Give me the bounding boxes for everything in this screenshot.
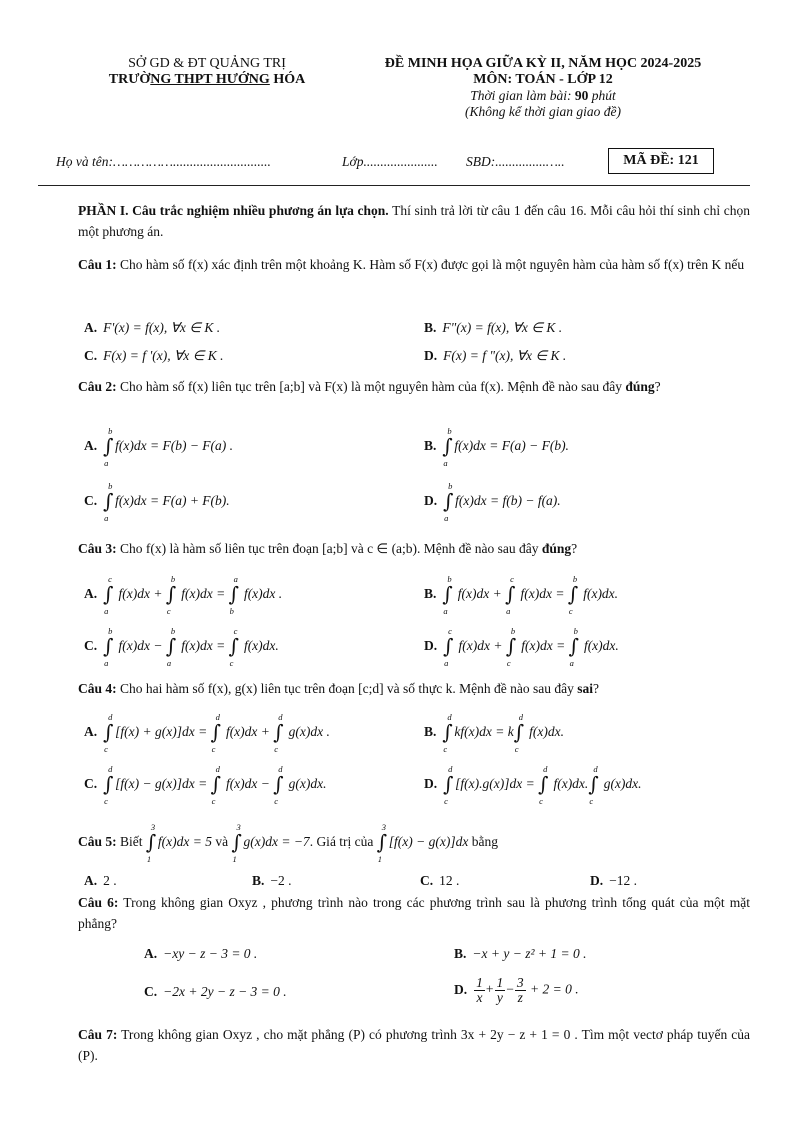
q1-option-d: D. F(x) = f "(x), ∀x ∈ K . xyxy=(424,348,567,363)
q4-option-d: D. ∫ d c [f(x).g(x)]dx = ∫ d c f(x)dx. ∫ d c g(x)dx. xyxy=(424,764,642,806)
integral-sign: ∫ c a xyxy=(505,574,516,616)
exam-header xyxy=(358,56,728,120)
question-4: Câu 4: Cho hai hàm số f(x), g(x) liên tục trên đoạn [c;d] và số thực k. Mệnh đề nào sau đây sai? xyxy=(78,681,599,696)
question-2: Câu 2: Cho hàm số f(x) liên tục trên [a;b] và F(x) là một nguyên hàm của f(x). Mệnh đề nào sau đây đúng? xyxy=(78,379,661,394)
q5-option-d: D. −12 . xyxy=(590,873,637,888)
school-header xyxy=(72,56,342,88)
integral-sign: ∫ 3 1 xyxy=(376,822,388,864)
question-5: Câu 5: Biết ∫ 3 1 f(x)dx = 5 và ∫ 3 1 g(x)dx = −7. Giá trị của ∫ 3 1 [f(x) − g(x)]dx bằng xyxy=(78,822,498,864)
integral-sign: ∫ d c xyxy=(103,712,114,754)
integral-sign: ∫ b a xyxy=(443,481,454,523)
q6-option-c: C. −2x + 2y − z − 3 = 0 . xyxy=(144,984,287,999)
integral-sign: ∫ d c xyxy=(210,764,221,806)
integral-sign: ∫ d c xyxy=(538,764,549,806)
fraction: $\frac{1}{y}$ xyxy=(496,975,504,1005)
fraction: $\frac{3}{z}$ xyxy=(516,975,524,1005)
integral-sign: ∫ b a xyxy=(103,626,114,668)
integral-sign: ∫ a b xyxy=(228,574,239,616)
department-name: SỞ GD & ĐT QUẢNG TRỊ xyxy=(128,56,286,71)
integral-sign: ∫ d c xyxy=(210,712,221,754)
q3-option-d: D. ∫ c a f(x)dx + ∫ b c f(x)dx = ∫ b a f(x)dx. xyxy=(424,626,619,668)
integral-sign: ∫ d c xyxy=(443,764,454,806)
integral-sign: ∫ c a xyxy=(443,626,454,668)
q2-option-d: D. ∫ b a f(x)dx = f(b) − f(a). xyxy=(424,481,561,523)
integral-sign: ∫ b a xyxy=(568,626,579,668)
exam-title: ĐỀ MINH HỌA GIỮA KỲ II, NĂM HỌC 2024-2025 xyxy=(384,56,702,71)
q5-option-c: C. 12 . xyxy=(420,873,460,888)
integral-sign: ∫ b a xyxy=(442,426,453,468)
question-1: Câu 1: Cho hàm số f(x) xác định trên một khoảng K. Hàm số F(x) được gọi là một nguyên hàm của hàm số f(x) trên K nếu xyxy=(78,257,745,272)
class-field: Lớp...................... xyxy=(342,154,438,169)
student-name-field: Họ và tên:……………............................. xyxy=(56,154,271,169)
integral-sign: ∫ d c xyxy=(442,712,453,754)
integral-sign: ∫ b a xyxy=(103,481,114,523)
exam-time-note: (Không kể thời gian giao đề) xyxy=(464,104,622,119)
exam-subject: MÔN: TOÁN - LỚP 12 xyxy=(473,72,613,87)
q1-option-a: A. F'(x) = f(x), ∀x ∈ K . xyxy=(84,320,221,335)
q6-option-a: A. −xy − z − 3 = 0 . xyxy=(144,946,258,961)
integral-sign: ∫ b c xyxy=(505,626,517,668)
q1-option-b: B. F"(x) = f(x), ∀x ∈ K . xyxy=(424,320,563,335)
integral-sign: ∫ c c xyxy=(228,626,239,668)
integral-sign: ∫ d c xyxy=(273,712,284,754)
q2-option-b: B. ∫ b a f(x)dx = F(a) − F(b). xyxy=(424,426,569,468)
q4-option-a: A. ∫ d c [f(x) + g(x)]dx = ∫ d c f(x)dx + ∫ d c g(x)dx . xyxy=(84,712,330,754)
integral-sign: ∫ 3 1 xyxy=(145,822,157,864)
integral-sign: ∫ d c xyxy=(588,764,599,806)
q1-option-c: C. F(x) = f '(x), ∀x ∈ K . xyxy=(84,348,224,363)
q2-option-c: C. ∫ b a f(x)dx = F(a) + F(b). xyxy=(84,481,230,523)
exam-duration: Thời gian làm bài: 90 phút xyxy=(470,88,616,103)
q3-option-a: A. ∫ c a f(x)dx + ∫ b c f(x)dx = ∫ a b f(x)dx . xyxy=(84,574,283,616)
q6-option-d: D. $\frac{1}{x}$ + $\frac{1}{y}$ − $\frac{3}{z}$ + 2 = 0 . xyxy=(454,975,579,1005)
question-6: Câu 6: Trong không gian Oxyz , phương trình nào trong các phương trình sau là phương trình tổng quát của một mặt phẳng? xyxy=(78,895,750,931)
integral-sign: ∫ b c xyxy=(165,574,177,616)
q6-option-b: B. −x + y − z² + 1 = 0 . xyxy=(454,946,587,961)
q4-option-b: B. ∫ d c kf(x)dx = k ∫ d c f(x)dx. xyxy=(424,712,564,754)
q3-option-b: B. ∫ b a f(x)dx + ∫ c a f(x)dx = ∫ b c f(x)dx. xyxy=(424,574,619,616)
exam-code-box: MÃ ĐỀ: 121 xyxy=(608,148,714,174)
q3-option-c: C. ∫ b a f(x)dx − ∫ b a f(x)dx = ∫ c c f(x)dx. xyxy=(84,626,279,668)
fraction: $\frac{1}{x}$ xyxy=(476,975,483,1005)
q4-option-c: C. ∫ d c [f(x) − g(x)]dx = ∫ d c f(x)dx − ∫ d c g(x)dx. xyxy=(84,764,327,806)
part1-instruction: Thí sinh trả lời từ câu 1 đến câu 16. Mỗi câu hỏi thí sinh chỉ chọn một phương án. xyxy=(78,203,750,239)
integral-sign: ∫ b a xyxy=(103,426,114,468)
q5-option-a: A. 2 . xyxy=(84,873,117,888)
school-name: TRƯỜNG THPT HƯỚNG HÓA xyxy=(108,72,306,87)
question-1-text: Cho hàm số f(x) xác định trên một khoảng K. Hàm số F(x) được gọi là một nguyên hàm của hàm số f(x) trên K nếu xyxy=(116,257,745,272)
sbd-field: SBD:...............….. xyxy=(466,154,565,169)
integral-sign: ∫ d c xyxy=(103,764,114,806)
integral-sign: ∫ 3 1 xyxy=(231,822,242,864)
integral-sign: ∫ d c xyxy=(513,712,525,754)
question-7: Câu 7: Trong không gian Oxyz , cho mặt phẳng (P) có phương trình 3x + 2y − z + 1 = 0 . Tìm một vectơ pháp tuyến của (P). xyxy=(78,1027,750,1063)
part1-title: PHẦN I. Câu trắc nghiệm nhiều phương án lựa chọn. xyxy=(78,203,389,218)
integral-sign: ∫ b a xyxy=(442,574,453,616)
q2-option-a: A. ∫ b a f(x)dx = F(b) − F(a) . xyxy=(84,426,234,468)
integral-sign: ∫ b a xyxy=(165,626,177,668)
question-3: Câu 3: Cho f(x) là hàm số liên tục trên đoạn [a;b] và c ∈ (a;b). Mệnh đề nào sau đây đúng? xyxy=(78,541,578,556)
integral-sign: ∫ d c xyxy=(273,764,284,806)
integral-sign: ∫ c a xyxy=(103,574,114,616)
q5-option-b: B. −2 . xyxy=(252,873,292,888)
header-divider xyxy=(38,185,750,186)
integral-sign: ∫ b c xyxy=(567,574,579,616)
part1-heading xyxy=(78,200,750,242)
